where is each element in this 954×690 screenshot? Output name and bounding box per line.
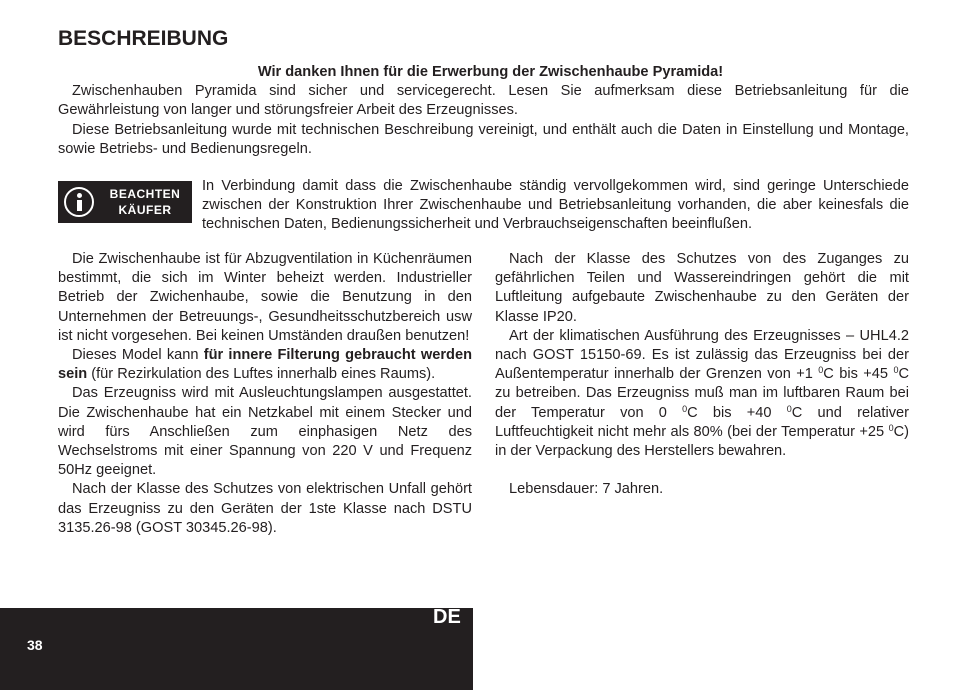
notice-paragraph: In Verbindung damit dass die Zwischenhaube ständig vervollgekommen wird, sind geringe Unterschiede zwischen der Konstruktion Ihrer Zwischenhaube und Betriebsanleitung vorhanden, die aber keinesfals die technischen Daten, Bedienungssicherheit und Verbrauchseigenschaften beeinflußen. [202, 178, 909, 233]
badge-line-2: KÄUFER [118, 203, 172, 217]
thanks-line: Wir danken Ihnen für die Erwerbung der Zwischenhaube Pyramida! [257, 64, 724, 80]
attention-badge [58, 181, 192, 223]
footer-bar [0, 608, 473, 690]
right-paragraph-1: Nach der Klasse des Schutzes von des Zuganges zu gefährlichen Teilen und Wassereindringen gehört die mit Luftleitung aufgebaute Zwischenhaube zu den Geräten der Klasse IP20. [495, 251, 909, 325]
right-column [495, 250, 909, 500]
left-paragraph-1: Die Zwischenhaube ist für Abzugventilation in Küchenräumen bestimmt, die sich im Winter beheizt werden. Industrieller Betrieb der Zwichenhaube, sowie die Benutzung in den Unternehmen der Betreuungs-, Gesundheitsschutzbereich usw ist nicht vorgesehen. Bei keinen Umständen draußen benutzen! [58, 251, 472, 344]
notice-text [202, 177, 909, 235]
notice-section [58, 177, 909, 237]
right-paragraph-2: Art der klimatischen Ausführung des Erzeugnisses – UHL4.2 nach GOST 15150-69. Es ist zulässig das Erzeugniss bei der Außentemperatur innerhalb der Grenzen von +1 $^0$C bis +45 $^0$C zu betreiben. Das Erzeugniss muß man im luftbaren Raum bei der Temperatur von 0 $^0$C bis +40 $^0$C und relativer Luftfeuchtigkeit nicht mehr als 80% (bei der Temperatur +25 $^0$C) in der Verpackung des Herstellers bewahren. [495, 327, 909, 460]
intro-paragraph-2: Diese Betriebsanleitung wurde mit technischen Beschreibung vereinigt, und enthält auch die Daten in Einstellung und Montage, sowie Betriebs- und Bedienungsregeln. [58, 121, 909, 157]
page-number: 38 [27, 637, 43, 653]
badge-text [100, 186, 190, 218]
left-column [58, 250, 472, 538]
badge-line-1: BEACHTEN [109, 187, 181, 201]
left-paragraph-3: Das Erzeugniss wird mit Ausleuchtungslampen ausgestattet. Die Zwischenhaube hat ein Netzkabel mit einem Stecker und wird fürs Anschließen zum einphasigen Netz des Wechselstroms mit einer Spannung von 220 V und Frequenz 50Hz geeignet. [58, 385, 472, 479]
intro-section [58, 63, 909, 159]
bold-emphasis: für innere Filterung gebraucht werden sein [58, 347, 473, 383]
right-paragraph-3: Lebensdauer: 7 Jahren. [509, 481, 664, 498]
left-paragraph-4: Nach der Klasse des Schutzes von elektrischen Unfall gehört das Erzeugniss zu den Geräten der 1ste Klasse nach DSTU 3135.26-98 (GOST 30345.26-98). [58, 481, 472, 536]
intro-paragraph-1: Zwischenhauben Pyramida sind sicher und servicegerecht. Lesen Sie aufmerksam diese Betriebsanleitung für die Gewährleistung von langer und störungsfreier Arbeit des Erzeugnisses. [58, 83, 909, 119]
language-tag: DE [433, 606, 461, 628]
left-paragraph-2: Dieses Model kann für innere Filterung gebraucht werden sein (für Rezirkulation des Luftes innerhalb eines Raums). [58, 347, 473, 383]
info-icon [64, 187, 94, 217]
page-heading: BESCHREIBUNG [58, 27, 229, 50]
